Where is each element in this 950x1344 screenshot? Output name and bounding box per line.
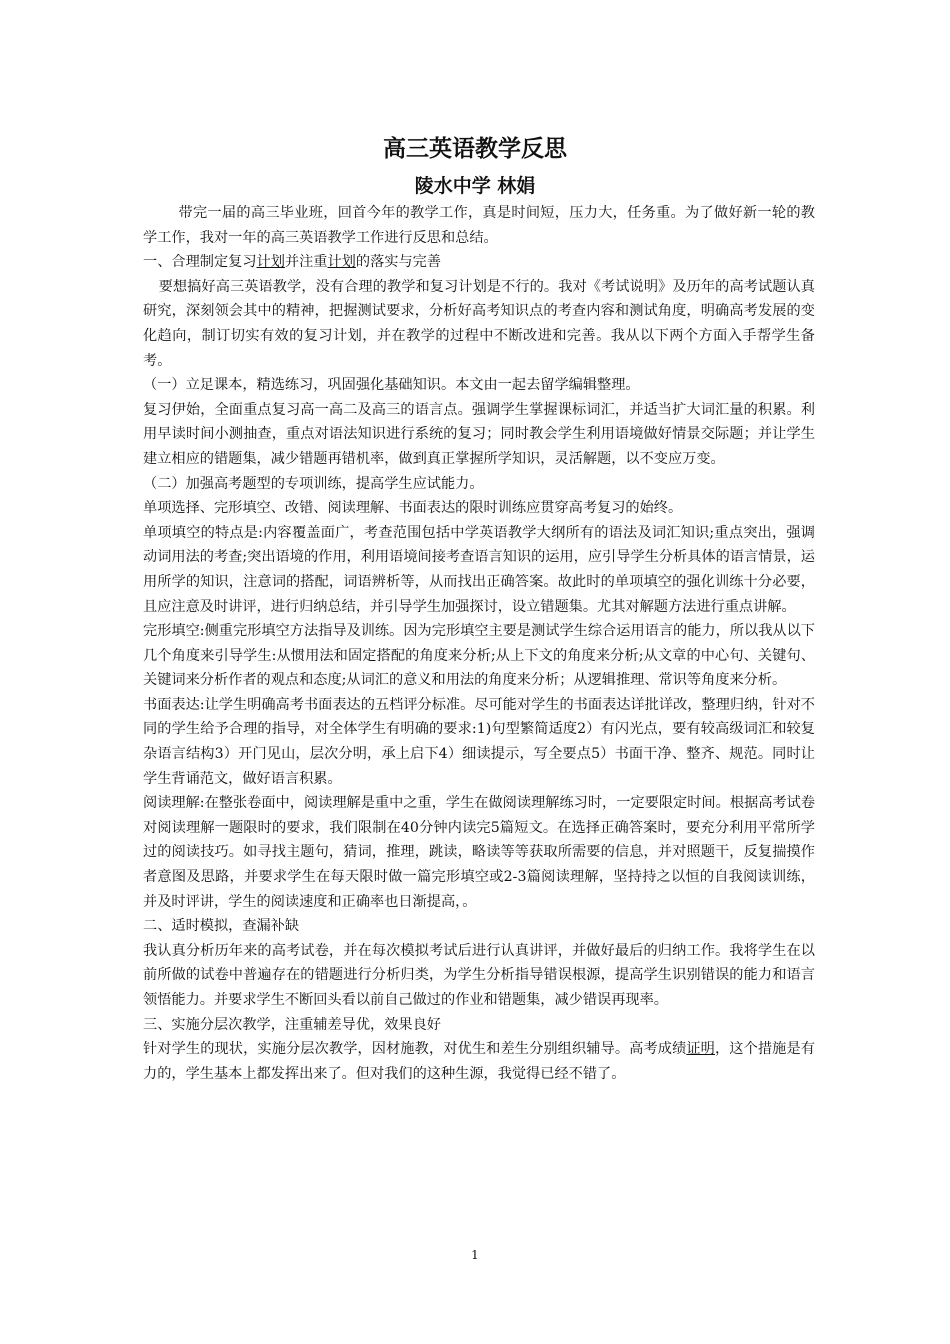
document-body [143,201,815,1086]
paragraph-text: 针对学生的现状，实施分层次教学，因材施教，对优生和差生分别组织辅导。高考成绩 [143,1041,687,1058]
heading-text: 一、合理制定复习 [143,254,257,271]
body-paragraph [143,1037,815,1086]
body-paragraph: 要想搞好高三英语教学，没有合理的教学和复习计划是不行的。我对《考试说明》及历年的高考试题认真研究，深刻领会其中的精神，把握测试要求，分析好高考知识点的考查内容和测试角度，明确高考发展的变化趋向，制订切实有效的复习计划，并在教学的过程中不断改进和完善。我从以下两个方面入手帮学生备考。 [143,278,815,369]
paragraph-text: ，这个措施是有力的，学生基本上都发挥出来了。但对我们的这种生源，我觉得已经不错了。 [143,1041,815,1082]
intro-paragraph: 带完一届的高三毕业班，回首今年的教学工作，真是时间短，压力大，任务重。为了做好新一轮的教学工作，我对一年的高三英语教学工作进行反思和总结。 [143,205,815,246]
section-heading-2: 二、适时模拟，查漏补缺 [143,918,300,935]
link-proof[interactable]: 证明 [686,1041,715,1058]
section-heading-1 [143,250,815,275]
subsection-heading-1: （一）立足课本，精选练习，巩固强化基础知识。本文由一起去留学编辑整理。 [143,377,640,394]
heading-text: 的落实与完善 [355,254,442,271]
page-number: 1 [471,1248,479,1262]
heading-link-plan[interactable]: 计划 [327,254,356,271]
body-paragraph: 我认真分析历年来的高考试卷，并在每次模拟考试后进行认真讲评，并做好最后的归纳工作。我将学生在以前所做的试卷中普遍存在的错题进行分析归类，为学生分析指导错误根源，提高学生识别错误的能力和语言领悟能力。并要求学生不断回头看以前自己做过的作业和错题集，减少错误再现率。 [143,942,815,1008]
author-line: 陵水中学 林娟 [414,175,536,197]
subsection-heading-2: （二）加强高考题型的专项训练，提高学生应试能力。 [143,475,484,492]
body-paragraph: 阅读理解:在整张卷面中，阅读理解是重中之重，学生在做阅读理解练习时，一定要限定时间。根据高考试卷对阅读理解一题限时的要求，我们限制在40分钟内读完5篇短文。在选择正确答案时，要充分利用平常所学过的阅读技巧。如寻找主题句，猜词，推理，跳读，略读等等获取所需要的信息，并对照题干，反复揣摸作者意图及思路，并要求学生在每天限时做一篇完形填空或2-3篇阅读理解，坚持持之以恒的自我阅读训练，并及时评讲，学生的阅读速度和正确率也日渐提高，。 [143,795,815,910]
section-heading-3: 三、实施分层次教学，注重辅差导优，效果良好 [143,1016,441,1033]
heading-text: 并注重 [284,254,328,271]
heading-link-plan[interactable]: 计划 [256,254,285,271]
body-paragraph: 完形填空:侧重完形填空方法指导及训练。因为完形填空主要是测试学生综合运用语言的能力，所以我从以下几个角度来引导学生:从惯用法和固定搭配的角度来分析;从上下文的角度来分析;从文章的中心句、关键句、关键词来分析作者的观点和态度;从词汇的意义和用法的角度来分析；从逻辑推理、常识等角度来分析。 [143,623,815,689]
document-title: 高三英语教学反思 [383,136,567,162]
body-paragraph: 复习伊始，全面重点复习高一高二及高三的语言点。强调学生掌握课标词汇，并适当扩大词汇量的积累。利用早读时间小测抽查，重点对语法知识进行系统的复习；同时教会学生利用语境做好情景交际题；并让学生建立相应的错题集，减少错题再错机率，做到真正掌握所学知识，灵活解题，以不变应万变。 [143,401,815,467]
body-paragraph: 书面表达:让学生明确高考书面表达的五档评分标准。尽可能对学生的书面表达详批详改，整理归纳，针对不同的学生给予合理的指导，对全体学生有明确的要求:1)句型繁简适度2）有闪光点，要有较高级词汇和较复杂语言结构3）开门见山，层次分明，承上启下4）细读提示，写全要点5）书面干净、整齐、规范。同时让学生背诵范文，做好语言积累。 [143,696,815,787]
body-paragraph: 单项填空的特点是:内容覆盖面广，考查范围包括中学英语教学大纲所有的语法及词汇知识;重点突出，强调动词用法的考查;突出语境的作用，利用语境间接考查语言知识的运用，应引导学生分析具体的语言情景，运用所学的知识，注意词的搭配，词语辨析等，从而找出正确答案。故此时的单项填空的强化训练十分必要，且应注意及时讲评，进行归纳总结，并引导学生加强探讨，设立错题集。尤其对解题方法进行重点讲解。 [143,524,815,615]
body-paragraph: 单项选择、完形填空、改错、阅读理解、书面表达的限时训练应贯穿高考复习的始终。 [143,500,683,517]
